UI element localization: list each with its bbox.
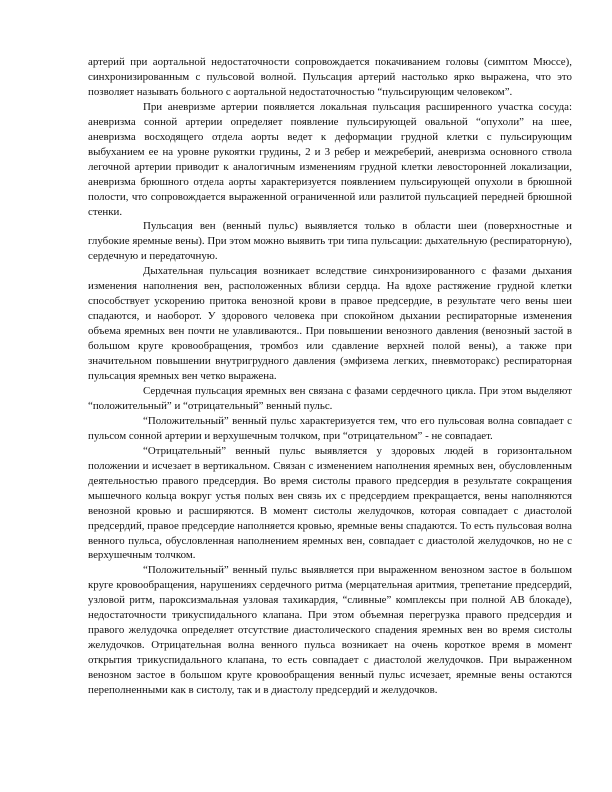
- paragraph-venous-pulse: Пульсация вен (венный пульс) выявляется только в области шеи (поверхностные и глубокие яремные вены). При этом можно выявить три типа пульсации: дыхательную (респираторную), сердечную и передаточную.: [88, 220, 572, 263]
- paragraph-aneurysm-pulsation: При аневризме артерии появляется локальная пульсация расширенного участка сосуда: аневризма сонной артерии определяет появление пульсирующей овальной “опухоли” на шее, аневризма восходящего отдела аорты ведет к деформации грудной клетки с пульсирующим выбуханием ее на уровне рукоятки грудины, 2 и 3 ребер и межреберий, аневризма основного ствола легочной артерии приводит к аналогичным изменениям грудной клетки левосторонней локализации, аневризма брюшного отдела аорты характеризуется появлением пульсирующей опухоли в брюшной полости, что сопровождается выраженной ограниченной или разлитой пульсацией передней брюшной стенки.: [88, 100, 572, 218]
- paragraph-respiratory-pulsation: Дыхательная пульсация возникает вследствие синхронизированного с фазами дыхания изменения наполнения вен, расположенных вблизи сердца. На вдохе растяжение грудной клетки способствует ускорению притока венозной крови в правое предсердие, в результате чего вены шеи спадаются, и наоборот. У здорового человека при спокойном дыхании респираторные изменения объема яремных вен почти не улавливаются.. При повышении венозного давления (венозный застой в большом круге кровообращения, тромбоз или сдавление верхней полой вены), а также при значительном повышении внутригрудного давления (эмфизема легких, пневмоторакс) респираторная пульсация яремных вен четко выражена.: [88, 265, 572, 383]
- body-text: [88, 55, 572, 698]
- paragraph-cardiac-pulsation: Сердечная пульсация яремных вен связана с фазами сердечного цикла. При этом выделяют “положительный” и “отрицательный” венный пульс.: [88, 384, 572, 412]
- paragraph-positive-pulse-conditions: “Положительный” венный пульс выявляется при выраженном венозном застое в большом круге кровообращения, нарушениях сердечного ритма (мерцательная аритмия, трепетание предсердий, узловой ритм, пароксизмальная узловая тахикардия, “сливные” комплексы при полной АВ блокаде), недостаточности трикуспидального клапана. При этом объемная перегрузка правого предсердия и правого желудочка определяет отсутствие диастолического спадения яремных вен во время систолы желудочков. Отрицательная волна венного пульса возникает на очень короткое время в момент открытия трикуспидального клапана, то есть совпадает с диастолой желудочков. При выраженном венозном застое в большом круге кровообращения венный пульс исчезает, яремные вены остаются переполненными как в систолу, так и в диастолу предсердий и желудочков.: [88, 564, 572, 697]
- paragraph-aortic-insufficiency-continuation: артерий при аортальной недостаточности сопровождается покачиванием головы (симптом Мюссе), синхронизированным с пульсовой волной. Пульсация артерий настолько ярко выражена, что это позволяет называть больного с аортальной недостаточностью “пульсирующим человеком”.: [88, 56, 572, 98]
- paragraph-negative-pulse: “Отрицательный” венный пульс выявляется у здоровых людей в горизонтальном положении и исчезает в вертикальном. Связан с изменением наполнения яремных вен, обусловленным деятельностью правого предсердия. Во время систолы правого предсердия в результате сокращения мышечного кольца вокруг устья полых вен связь их с предсердием прекращается, вены наполняются венозной кровью и расширяются. В момент систолы желудочков, которая совпадает с диастолой предсердий, правое предсердие наполняется кровью, яремные вены спадаются. То есть пульсовая волна венного пульса, обусловленная наполнением яремных вен, совпадает с диастолой желудочков, но не с верхушечным толчком.: [88, 444, 572, 562]
- paragraph-positive-pulse-definition: “Положительный” венный пульс характеризуется тем, что его пульсовая волна совпадает с пульсом сонной артерии и верхушечным толчком, при “отрицательном” - не совпадает.: [88, 414, 572, 442]
